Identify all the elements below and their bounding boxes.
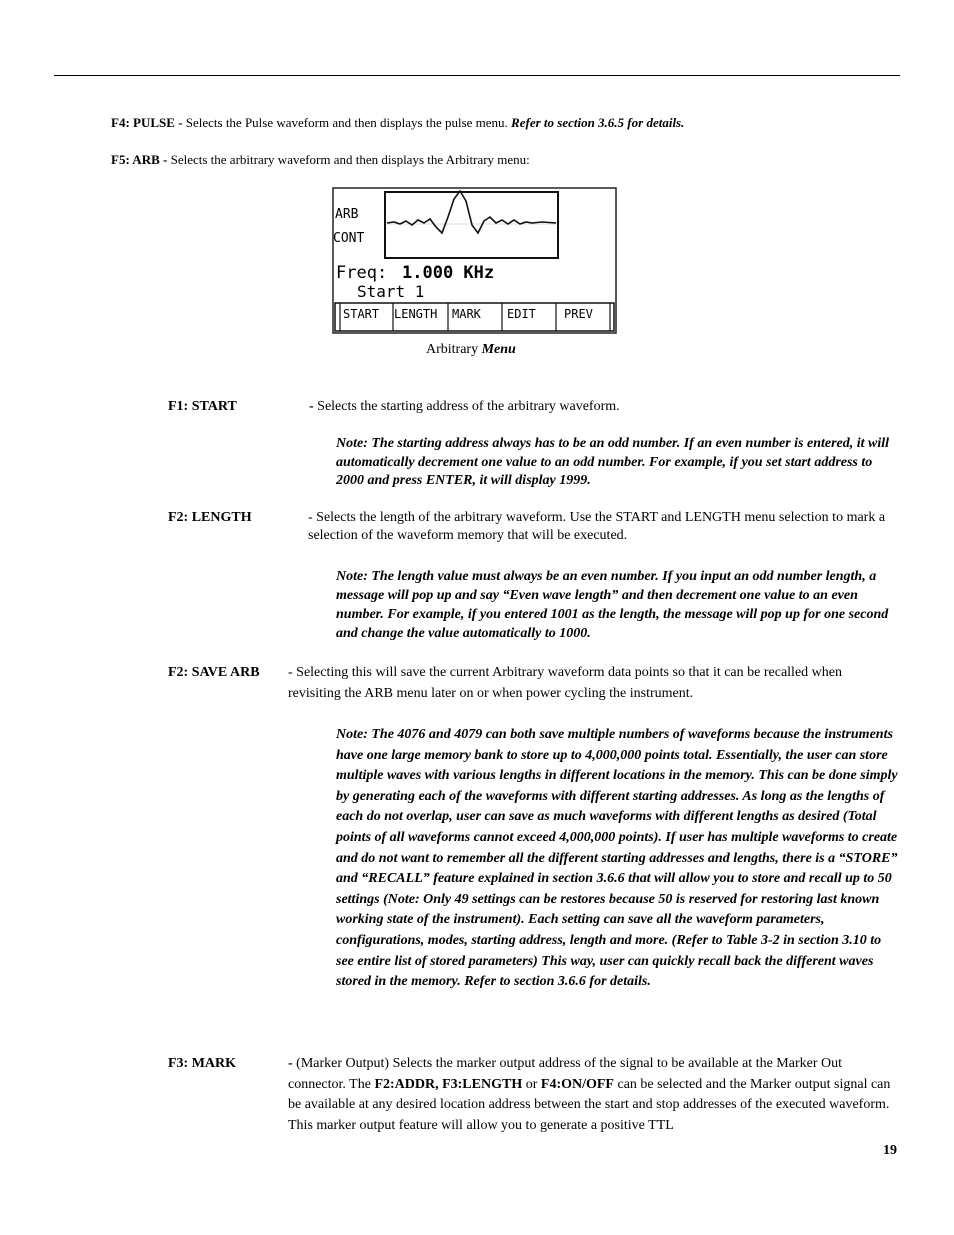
start-dash: -	[309, 399, 314, 414]
caption-emphasis: Menu	[481, 342, 516, 357]
figure-caption	[426, 341, 516, 359]
f4-label: F4: PULSE -	[111, 115, 183, 130]
length-description: - Selects the length of the arbitrary waveform. Use the START and LENGTH menu selection to mark a selection of the waveform memory that will be executed.	[308, 510, 886, 543]
save-arb-note: Note: The 4076 and 4079 can both save multiple numbers of waveforms because the instruments have one large memory bank to store up to 4,000,000 points total. Essentially, the user can store multiple waves with various lengths in different locations in the memory. This can be done simply by generating each of the waveforms with different starting addresses. As long as the lengths of each do not overlap, user can save as much waveforms with different lengths as desired (Total points of all waveforms cannot exceed 4,000,000 points). If user has multiple waveforms to create and do not want to remember all the different starting addresses and lengths, there is a “STORE” and “RECALL” feature explained in section 3.6.6 that will allow you to store and recall up to 50 settings (Note: Only 49 settings can be restores because 50 is reserved for restoring last known working state of the instrument). Each setting can save all the waveform parameters, configurations, modes, starting address, length and more. (Refer to Table 3-2 in section 3.10 to see entire list of stored parameters) This way, user can quickly recall back the different waves stored in the memory. Refer to section 3.6.6 for details.	[336, 727, 898, 990]
mark-bold-onoff: F4:ON/OFF	[540, 1076, 614, 1092]
lcd-display	[332, 187, 617, 334]
caption-prefix: Arbitrary	[426, 342, 482, 357]
lcd-freq-label: Freq:	[336, 263, 388, 283]
softkey-start: START	[343, 307, 380, 321]
start-text: Selects the starting address of the arbitrary waveform.	[313, 399, 620, 414]
page-number: 19	[883, 1143, 897, 1158]
length-note: Note: The length value must always be an even number. If you input an odd number length, a message will pop up and say “Even wave length” and then decrement one value to an even number. For example, if you entered 1001 as the length, the message will pop up for one second and change the value automatically to 1000.	[336, 569, 889, 641]
mark-label: F3: MARK	[168, 1056, 237, 1071]
mark-text-3: can be selected and the Marker output signal can be available at any desired location address between the start and stop addresses of the executed waveform. This marker output feature will allow you to generate a positive TTL	[288, 1076, 891, 1133]
start-description	[309, 398, 620, 416]
f4-pulse-paragraph	[111, 114, 684, 132]
softkey-mark: MARK	[452, 307, 481, 321]
save-arb-label: F2: SAVE ARB	[168, 665, 260, 680]
f4-text: Selects the Pulse waveform and then displays the pulse menu.	[182, 115, 512, 130]
f5-arb-paragraph	[111, 151, 530, 169]
f4-reference: Refer to section 3.6.5 for details.	[511, 115, 685, 130]
f5-text: Selects the arbitrary waveform and then displays the Arbitrary menu:	[167, 152, 530, 167]
save-arb-description: - Selecting this will save the current Arbitrary waveform data points so that it can be recalled when revisiting the ARB menu later on or when power cycling the instrument.	[288, 665, 842, 701]
softkey-edit: EDIT	[507, 307, 536, 321]
arbitrary-menu-lcd-figure	[332, 187, 617, 334]
mark-description	[288, 1054, 900, 1136]
softkey-prev: PREV	[564, 307, 593, 321]
mark-bold-addr-length: F2:ADDR, F3:LENGTH	[374, 1076, 523, 1092]
lcd-mode-cont: CONT	[333, 231, 365, 246]
start-note: Note: The starting address always has to be an odd number. If an even number is entered, it will automatically decrement one value to an odd number. For example, if you set start address to 2000 and press ENTER, it will display 1999.	[336, 436, 890, 488]
f5-label: F5: ARB -	[111, 152, 168, 167]
start-label: F1: START	[168, 399, 237, 414]
lcd-freq-value: 1.000 KHz	[402, 263, 495, 283]
lcd-mode-arb: ARB	[335, 207, 359, 222]
lcd-start-line: Start 1	[357, 282, 425, 301]
mark-dash: -	[288, 1056, 293, 1071]
softkey-length: LENGTH	[394, 307, 438, 321]
mark-text-1: (Marker Output) Selects the marker output address of the signal to be available at the Marker Out connector. The	[288, 1056, 842, 1092]
length-label: F2: LENGTH	[168, 510, 252, 525]
mark-text-2: or	[522, 1076, 541, 1092]
header-rule	[54, 75, 900, 76]
